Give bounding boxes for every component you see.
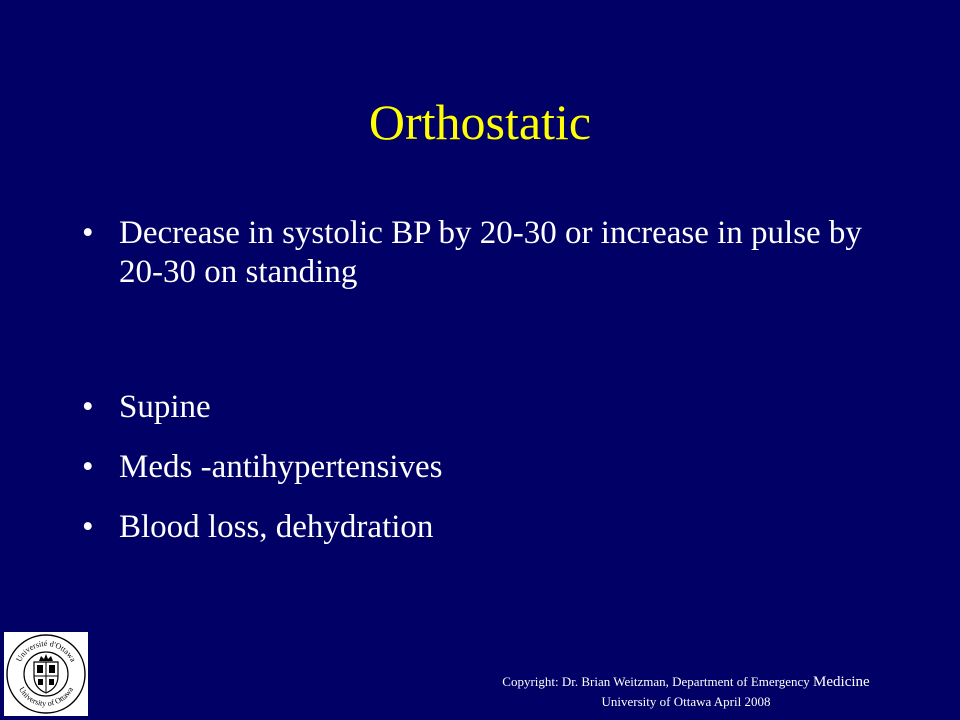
footer-copyright-text-end: Medicine — [813, 674, 870, 690]
seal-text-bottom: University of Ottawa — [17, 685, 75, 709]
bullet-icon: • — [82, 215, 94, 251]
copyright-footer — [420, 672, 952, 712]
bullet-item — [82, 214, 882, 292]
bullet-text: Blood loss, dehydration — [119, 509, 434, 545]
footer-line-1 — [420, 672, 952, 692]
bullet-item — [82, 448, 882, 487]
bullet-item — [82, 508, 882, 547]
slide-title: Orthostatic — [368, 94, 592, 150]
bullet-item — [82, 388, 882, 427]
footer-line-2: University of Ottawa April 2008 — [601, 694, 771, 709]
seal-text-top: Université d'Ottawa — [14, 638, 78, 664]
bullet-text: Decrease in systolic BP by 20-30 or increase in pulse by 20-30 on standing — [119, 215, 862, 290]
bullet-text: Meds -antihypertensives — [119, 449, 443, 485]
footer-copyright-text: Copyright: Dr. Brian Weitzman, Department of Emergency — [502, 674, 814, 689]
bullet-icon: • — [82, 509, 94, 545]
bullet-icon: • — [82, 389, 94, 425]
bullet-icon: • — [82, 449, 94, 485]
seal-icon — [4, 632, 88, 716]
bullet-list — [82, 214, 882, 547]
bullet-text: Supine — [119, 389, 211, 425]
university-seal-logo — [4, 632, 88, 716]
